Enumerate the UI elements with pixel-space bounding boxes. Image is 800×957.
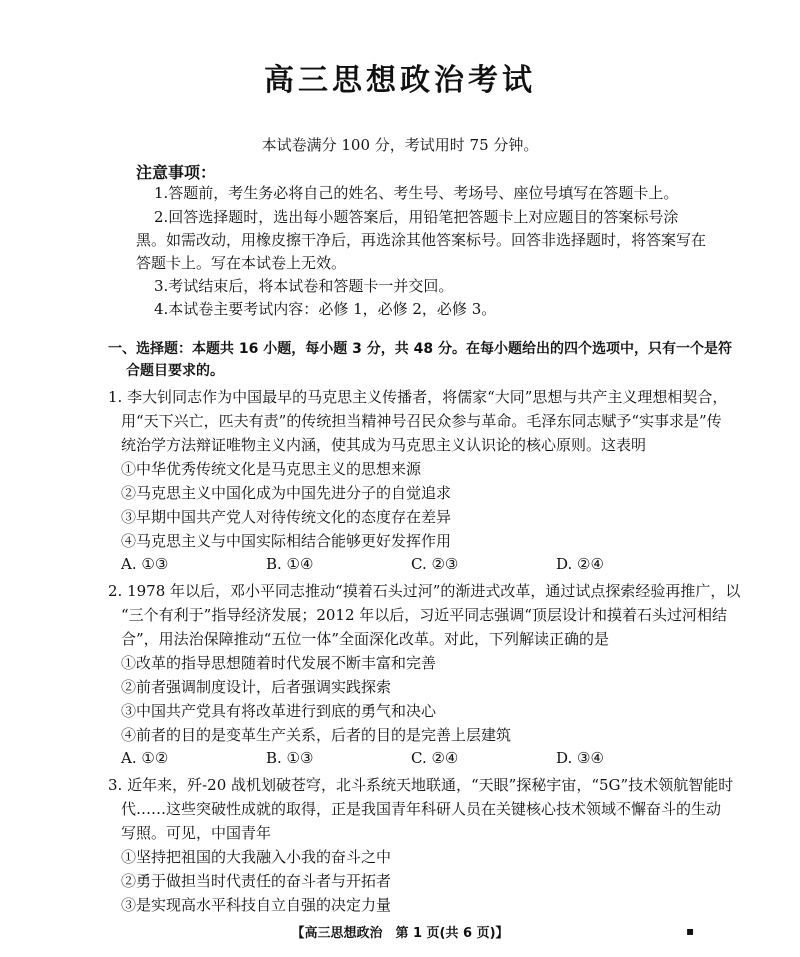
question-statement: ③是实现高水平科技自立自强的决定力量 <box>121 896 392 914</box>
question-statement: ④马克思主义与中国实际相结合能够更好发挥作用 <box>121 532 452 550</box>
option-b: B. ①④ <box>266 555 314 573</box>
page-footer: 【高三思想政治 第 1 页(共 6 页)】 <box>291 926 509 941</box>
notice-item: 3.考试结束后，将本试卷和答题卡一并交回。 <box>154 277 454 295</box>
question-statement: ①中华优秀传统文化是马克思主义的思想来源 <box>121 460 422 478</box>
question-stem: 写照。可见，中国青年 <box>121 824 272 842</box>
option-d: D. ③④ <box>556 749 604 767</box>
question-stem: 3. 近年来，歼-20 战机划破苍穹，北斗系统天地联通，“天眼”探秘宇宙，“5G”技术领航智能时 <box>108 776 734 794</box>
question-statement: ②勇于做担当时代责任的奋斗者与开拓者 <box>121 872 392 890</box>
question-stem: 统治学方法辩证唯物主义内涵，使其成为马克思主义认识论的核心原则。这表明 <box>121 436 647 454</box>
option-a: A. ①③ <box>121 555 169 573</box>
question-statement: ①改革的指导思想随着时代发展不断丰富和完善 <box>121 654 437 672</box>
option-c: C. ②④ <box>411 749 459 767</box>
question-stem: 合”，用法治保障推动“五位一体”全面深化改革。对此，下列解读正确的是 <box>121 630 610 648</box>
question-statement: ③早期中国共产党人对待传统文化的态度存在差异 <box>121 508 452 526</box>
exam-info: 本试卷满分 100 分，考试用时 75 分钟。 <box>261 136 539 154</box>
question-statement: ④前者的目的是变革生产关系，后者的目的是完善上层建筑 <box>121 726 512 744</box>
notice-item: 4.本试卷主要考试内容：必修 1，必修 2，必修 3。 <box>154 300 497 318</box>
section-heading-cont: 合题目要求的。 <box>126 363 224 379</box>
question-statement: ③中国共产党具有将改革进行到底的勇气和决心 <box>121 702 437 720</box>
option-a: A. ①② <box>121 749 169 767</box>
notice-item: 黑。如需改动，用橡皮擦干净后，再选涂其他答案标号。回答非选择题时，将答案写在 <box>136 231 707 249</box>
question-stem: 代……这些突破性成就的取得，正是我国青年科研人员在关键核心技术领域不懈奋斗的生动 <box>121 800 722 818</box>
question-statement: ②前者强调制度设计，后者强调实践探索 <box>121 678 392 696</box>
scan-mark: ▪ <box>686 924 695 938</box>
section-heading: 一、选择题：本题共 16 小题，每小题 3 分，共 48 分。在每小题给出的四个选项中，只有一个是符 <box>108 341 732 357</box>
notice-item: 答题卡上。写在本试卷上无效。 <box>136 254 347 272</box>
question-stem: 2. 1978 年以后，邓小平同志推动“摸着石头过河”的渐进式改革，通过试点探索经验再推广，以 <box>108 582 741 600</box>
page-title: 高三思想政治考试 <box>264 63 536 98</box>
option-c: C. ②③ <box>411 555 459 573</box>
question-stem: 1. 李大钊同志作为中国最早的马克思主义传播者，将儒家“大同”思想与共产主义理想相契合， <box>108 388 728 406</box>
notice-heading: 注意事项： <box>136 163 217 182</box>
notice-item: 2.回答选择题时，选出每小题答案后，用铅笔把答题卡上对应题目的答案标号涂 <box>154 208 679 226</box>
option-d: D. ②④ <box>556 555 604 573</box>
question-stem: 用“天下兴亡，匹夫有责”的传统担当精神号召民众参与革命。毛泽东同志赋予“实事求是”传 <box>121 412 722 430</box>
notice-item: 1.答题前，考生务必将自己的姓名、考生号、考场号、座位号填写在答题卡上。 <box>154 184 679 202</box>
option-b: B. ①③ <box>266 749 314 767</box>
question-stem: “三个有利于”指导经济发展；2012 年以后，习近平同志强调“顶层设计和摸着石头过河相结 <box>121 606 727 624</box>
question-statement: ①坚持把祖国的大我融入小我的奋斗之中 <box>121 848 392 866</box>
question-statement: ②马克思主义中国化成为中国先进分子的自觉追求 <box>121 484 452 502</box>
